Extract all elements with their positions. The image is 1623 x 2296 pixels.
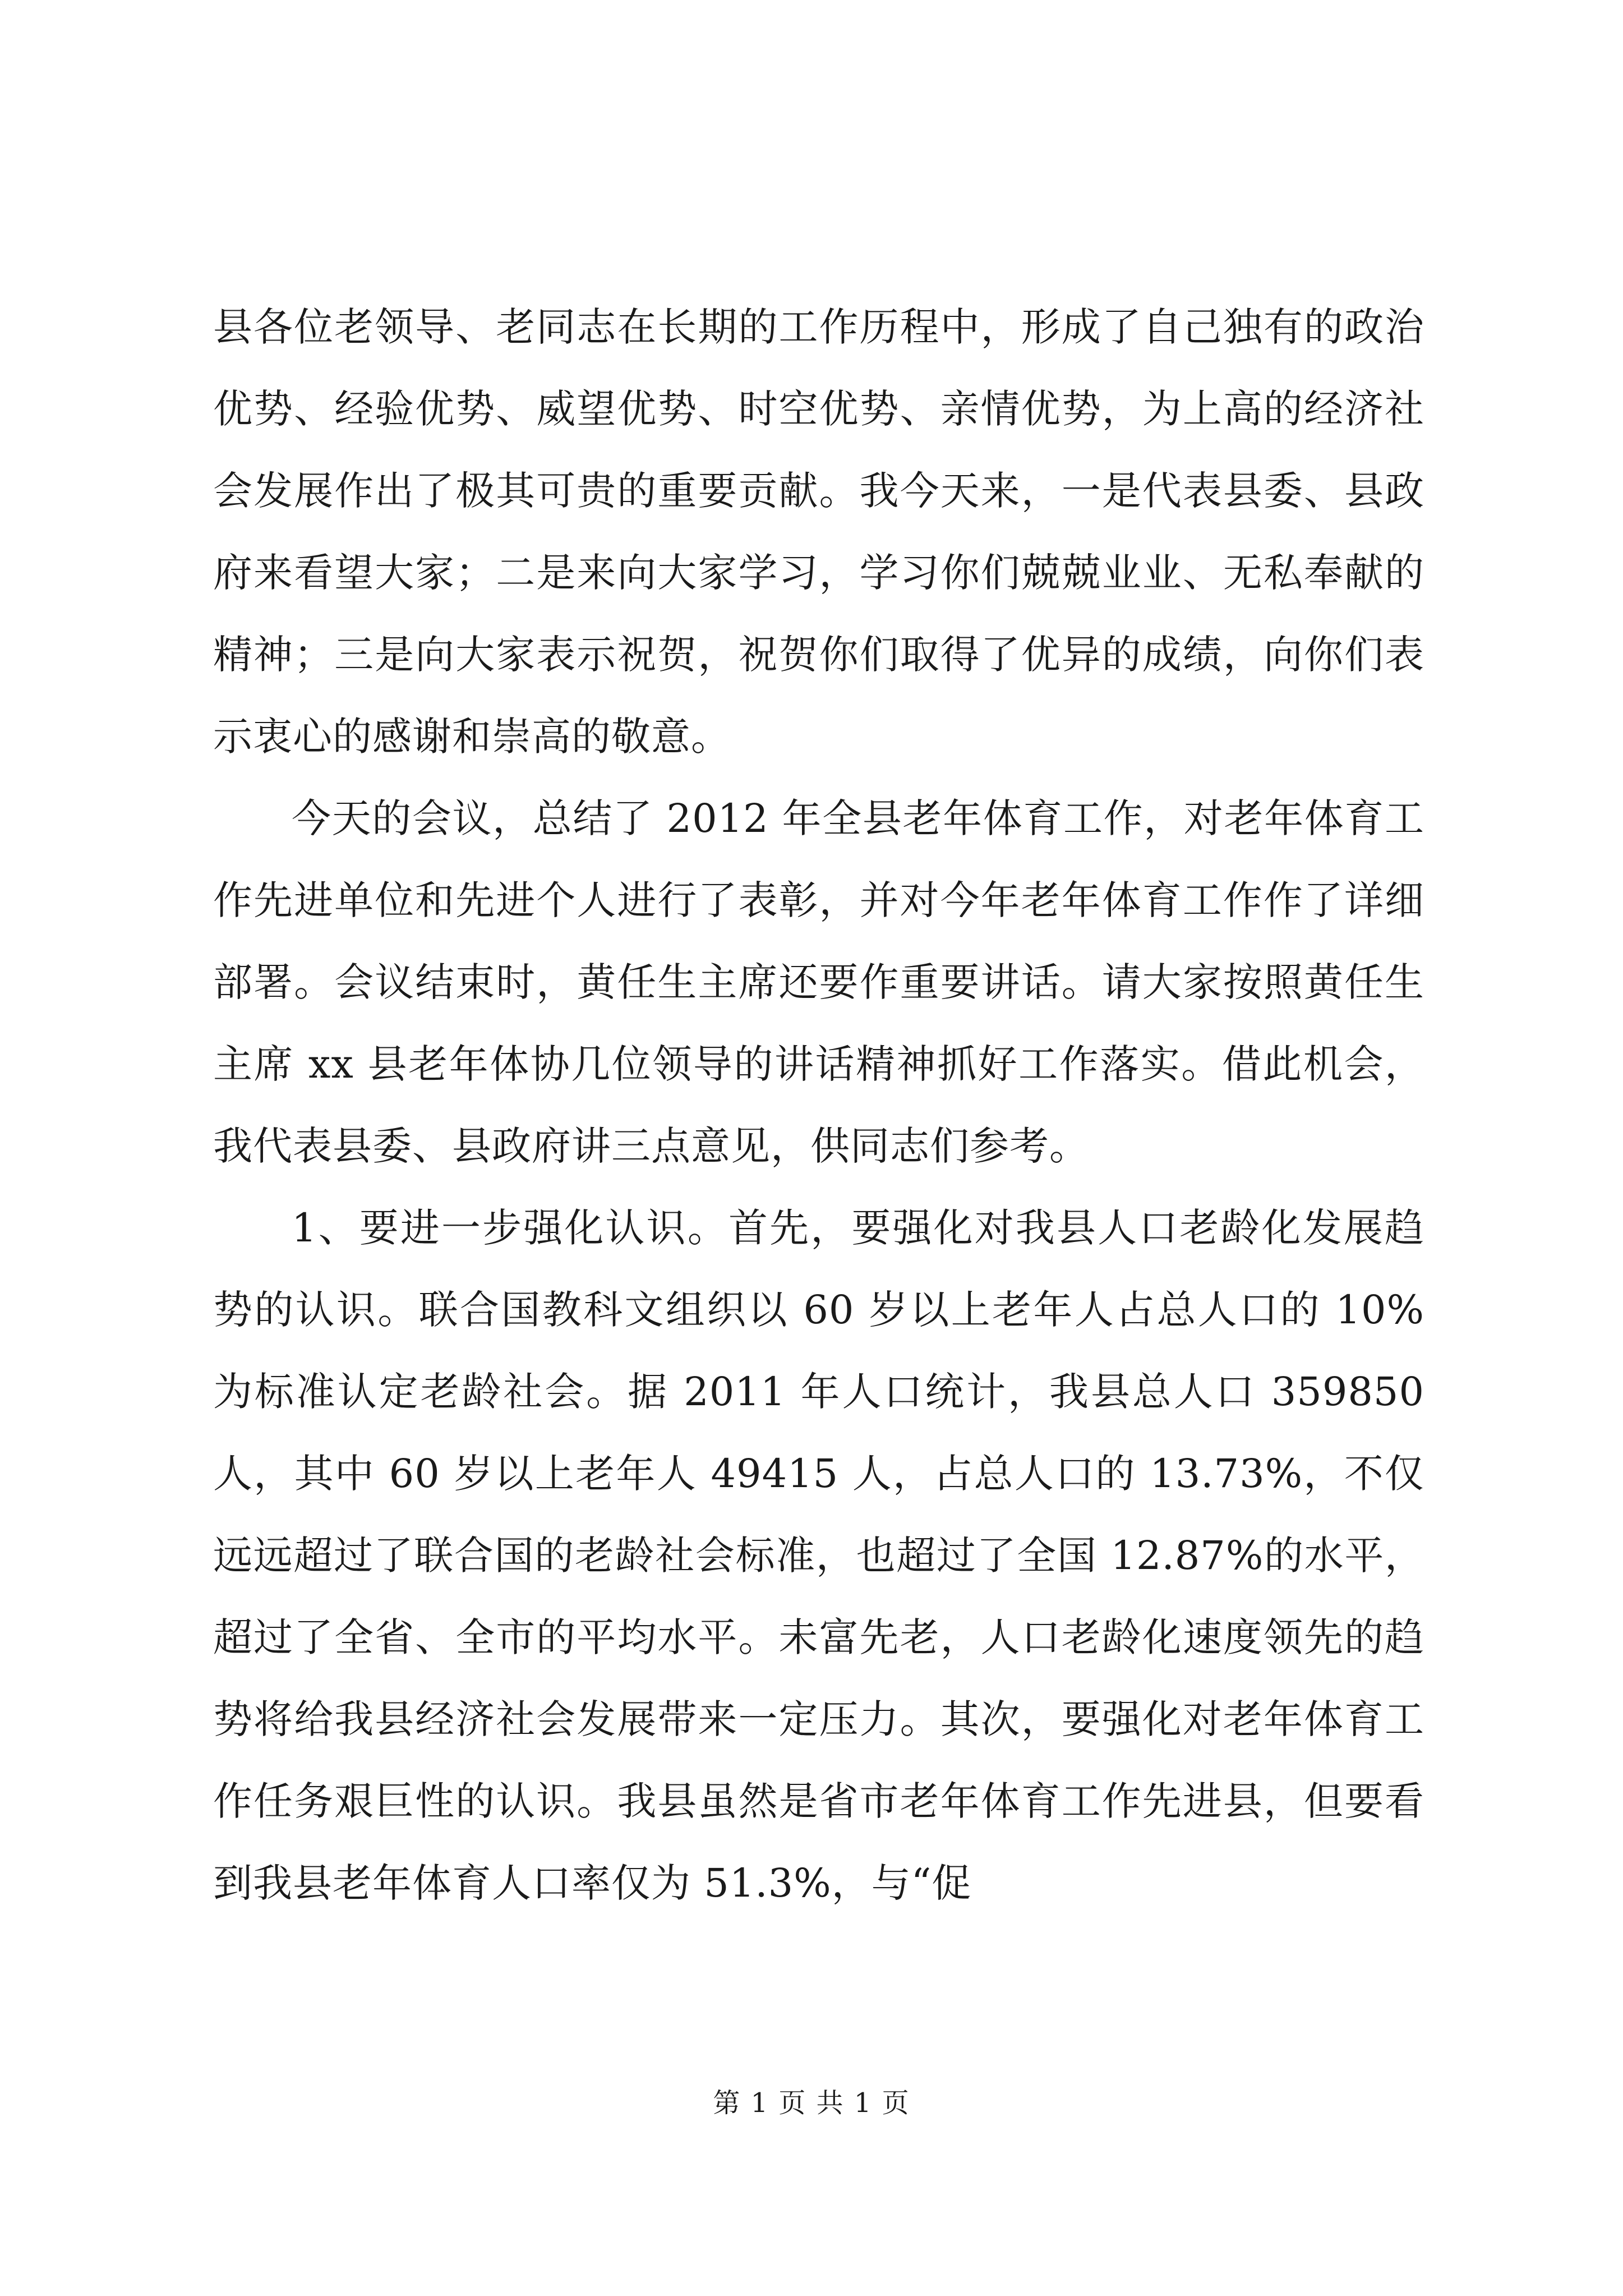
paragraph-opening: 县各位老领导、老同志在长期的工作历程中，形成了自己独有的政治优势、经验优势、威望优势、时空优势、亲情优势，为上高的经济社会发展作出了极其可贵的重要贡献。我今天来，一是代表县委、县政府来看望大家；二是来向大家学习，学习你们兢兢业业、无私奉献的精神；三是向大家表示祝贺，祝贺你们取得了优异的成绩，向你们表示衷心的感谢和崇高的敬意。 <box>213 304 1424 760</box>
page-footer: 第 1 页 共 1 页 <box>713 2087 910 2119</box>
paragraph-point-one: 1、要进一步强化认识。首先，要强化对我县人口老龄化发展趋势的认识。联合国教科文组织以 60 岁以上老年人占总人口的 10%为标准认定老龄社会。据 2011 年人口统计，我县总人口 359850 人，其中 60 岁以上老年人 49415 人，占总人口的 13.73%，不仅远远超过了联合国的老龄社会标准，也超过了全国 12.87%的水平，超过了全省、全市的平均水平。未富先老，人口老龄化速度领先的趋势将给我县经济社会发展带来一定压力。其次，要强化对老年体育工作任务艰巨性的认识。我县虽然是省市老年体育工作先进县，但要看到我县老年体育人口率仅为 51.3%，与“促 <box>213 1205 1424 1906</box>
paragraph-meeting-summary: 今天的会议，总结了 2012 年全县老年体育工作，对老年体育工作先进单位和先进个人进行了表彰，并对今年老年体育工作作了详细部署。会议结束时，黄任生主席还要作重要讲话。请大家按照黄任生主席 xx 县老年体协几位领导的讲话精神抓好工作落实。借此机会，我代表县委、县政府讲三点意见，供同志们参考。 <box>213 795 1424 1169</box>
document-body <box>213 286 1424 1924</box>
